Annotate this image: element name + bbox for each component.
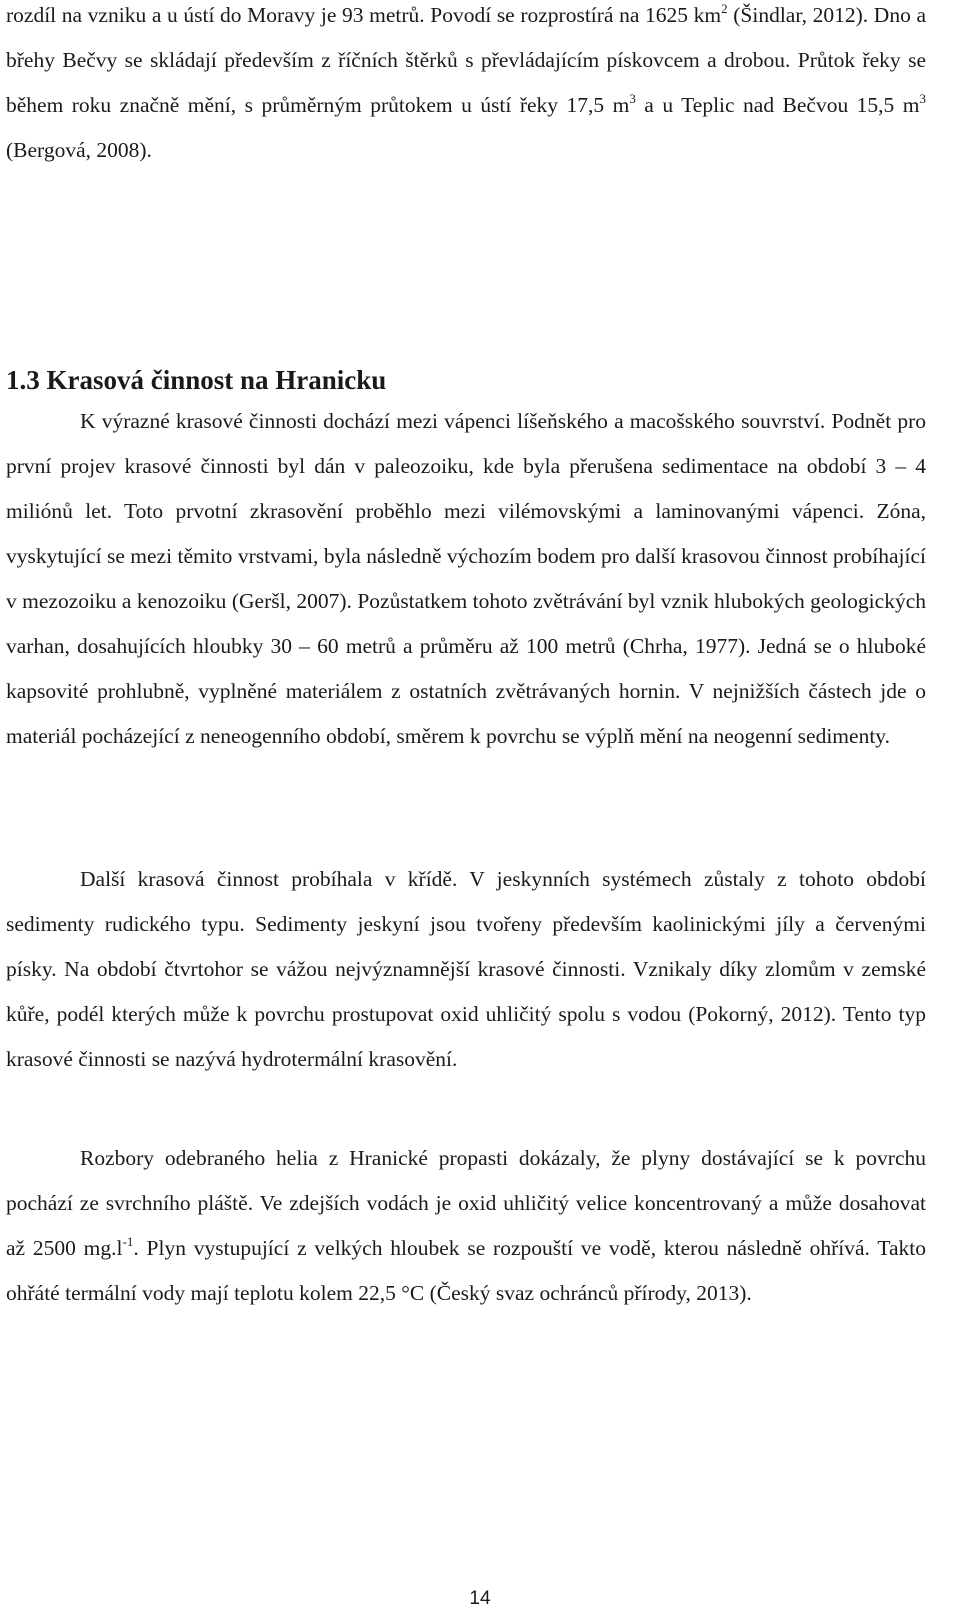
intro-text-4: (Bergová, 2008). [6, 138, 152, 162]
superscript-minus-1: -1 [122, 1234, 134, 1249]
karst-paragraph-3-text-1: Rozbory odebraného helia z Hranické propasti dokázaly, že plyny dostávající se k povrchu pochází ze svrchního pláště. Ve zdejších vodách je oxid uhličitý velice koncentrovaný a může dosahovat až 2500 mg.l [6, 1146, 926, 1260]
intro-paragraph [6, 0, 926, 173]
superscript-2: 2 [721, 1, 728, 16]
page-number: 14 [469, 1588, 491, 1609]
intro-text-1: rozdíl na vzniku a u ústí do Moravy je 93 metrů. Povodí se rozprostírá na 1625 km [6, 3, 722, 27]
intro-text-2: (Šindlar, 2012). Dno a břehy Bečvy se skládají především z říčních štěrků s převládajícím pískovcem a drobou. Průtok řeky se během roku značně mění, s průměrným průtokem u ústí řeky 17,5 m [6, 3, 926, 117]
karst-paragraph-2: Další krasová činnost probíhala v křídě. V jeskynních systémech zůstaly z tohoto období sedimenty rudického typu. Sedimenty jeskyní jsou tvořeny především kaolinickými jíly a červenými písky. Na období čtvrtohor se vážou nejvýznamnější krasové činnosti. Vznikaly díky zlomům v zemské kůře, podél kterých může k povrchu prostupovat oxid uhličitý spolu s vodou (Pokorný, 2012). Tento typ krasové činnosti se nazývá hydrotermální krasovění. [6, 867, 926, 1071]
superscript-3b: 3 [919, 91, 926, 106]
karst-paragraph-3-text-2: . Plyn vystupující z velkých hloubek se rozpouští ve vodě, kterou následně ohřívá. Takto ohřáté termální vody mají teplotu kolem 22,5 °C (Český svaz ochránců přírody, 2013). [6, 1236, 926, 1305]
superscript-3a: 3 [629, 91, 636, 106]
page-content [6, 0, 926, 1305]
section-heading: 1.3 Krasová činnost na Hranicku [6, 365, 387, 395]
intro-text-3: a u Teplic nad Bečvou 15,5 m [635, 93, 920, 117]
karst-paragraph-3 [6, 1136, 926, 1316]
karst-paragraph-1: K výrazné krasové činnosti dochází mezi vápenci líšeňského a macošského souvrství. Podnět pro první projev krasové činnosti byl dán v paleozoiku, kde byla přerušena sedimentace na období 3 – 4 miliónů let. Toto prvotní zkrasovění proběhlo mezi vilémovskými a laminovanými vápenci. Zóna, vyskytující se mezi těmito vrstvami, byla následně výchozím bodem pro další krasovou činnost probíhající v mezozoiku a kenozoiku (Geršl, 2007). Pozůstatkem tohoto zvětrávání byl vznik hlubokých geologických varhan, dosahujících hloubky 30 – 60 metrů a průměru až 100 metrů (Chrha, 1977). Jedná se o hluboké kapsovité prohlubně, vyplněné materiálem z ostatních zvětrávaných hornin. V nejnižších částech jde o materiál pocházející z neneogenního období, směrem k povrchu se výplň mění na neogenní sedimenty. [6, 409, 926, 748]
